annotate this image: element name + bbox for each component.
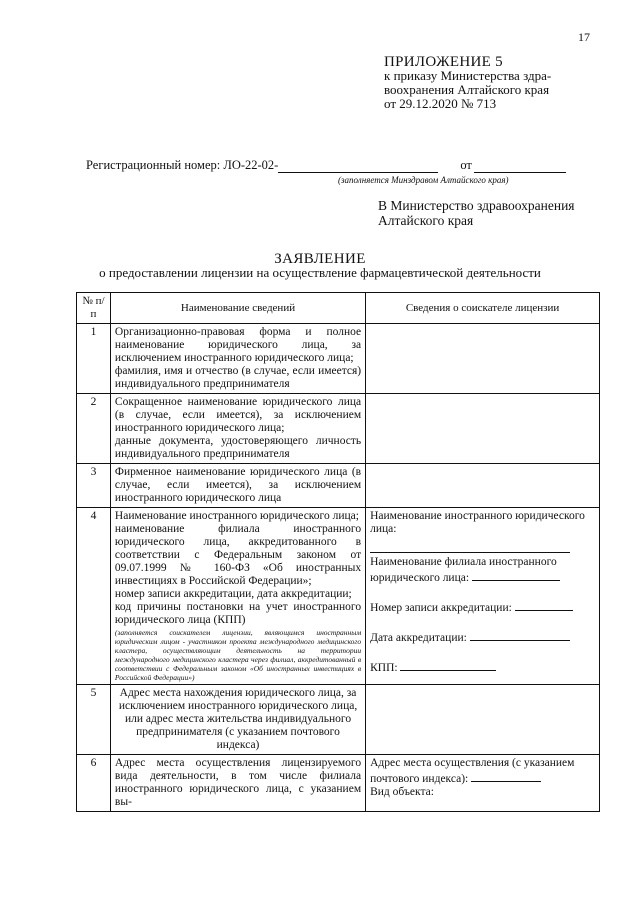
- table-row: [77, 755, 600, 812]
- registration-note: (заполняется Минздравом Алтайского края): [338, 175, 509, 185]
- appendix-line: воохранения Алтайского края: [384, 82, 550, 97]
- appendix-line: к приказу Министерства здра-: [384, 68, 552, 83]
- row-number: 5: [77, 685, 111, 755]
- row-number: 6: [77, 755, 111, 812]
- row-number: 1: [77, 324, 111, 394]
- row-number: 4: [77, 508, 111, 685]
- row-text: Наименование иностранного юридического лица;: [114, 510, 359, 522]
- row-description: [110, 464, 365, 508]
- object-type-label: Вид объекта:: [370, 786, 434, 798]
- addressee-line: В Министерство здравоохранения: [378, 198, 575, 213]
- row-number: 2: [77, 394, 111, 464]
- kpp-label: КПП:: [370, 662, 398, 674]
- activity-address-label: Адрес места осуществления (с указанием почтового индекса):: [370, 757, 575, 785]
- header-num: № п/п: [77, 293, 111, 324]
- appendix-block: [384, 55, 624, 111]
- table-row: [77, 685, 600, 755]
- addressee-block: [378, 198, 618, 228]
- accreditation-number-field[interactable]: [515, 599, 573, 611]
- table-row: [77, 508, 600, 685]
- branch-name-label: Наименование филиала иностранного юридического лица:: [370, 556, 595, 585]
- row-number: 3: [77, 464, 111, 508]
- document-title: ЗАЯВЛЕНИЕ: [274, 251, 366, 267]
- row-answer-cell[interactable]: [366, 685, 600, 755]
- kpp-field[interactable]: [400, 659, 496, 671]
- registration-date-label: от: [460, 158, 472, 172]
- row-answer-cell: [366, 508, 600, 685]
- activity-address-field[interactable]: [471, 770, 541, 782]
- row-note: (заполняется соискателем лицензии, являющимся иностранным юридическим лицом - участником проекта международного медицинского кластера, осуществляющим деятельность на территории международного медицинского кластера через филиал, аккредитованный в соответствии с Федеральным законом «Об иностранных инвестициях в Российской Федерации»): [114, 628, 362, 682]
- row-text: Фирменное наименование юридического лица (в случае, если имеется), за исключением иностранного юридического лица: [114, 466, 362, 504]
- accreditation-number-label: Номер записи аккредитации:: [370, 602, 512, 614]
- row-text: наименование филиала иностранного юридического лица, аккредитованного в соответствии с Федеральным законом от 09.07.1999 № 160-ФЗ «Об иностранных инвестициях в Российской Федерации»;: [114, 523, 362, 587]
- table-row: [77, 464, 600, 508]
- row-text: Адрес места нахождения юридического лица, за исключением иностранного юридического лица, или адрес места жительства индивидуального предпринимателя (с указанием почтового индекса): [118, 687, 358, 751]
- registration-date-field[interactable]: [474, 160, 566, 173]
- row-text: Организационно-правовая форма и полное наименование юридического лица, за исключением иностранного юридического лица;: [114, 326, 362, 364]
- appendix-title: ПРИЛОЖЕНИЕ 5: [384, 54, 503, 70]
- registration-block: [86, 158, 606, 185]
- accreditation-date-field[interactable]: [470, 629, 570, 641]
- table-header-row: [77, 293, 600, 324]
- row-answer-cell[interactable]: [366, 394, 600, 464]
- row-text: фамилия, имя и отчество (в случае, если имеется) индивидуального предпринимателя: [114, 365, 362, 390]
- table-row: [77, 394, 600, 464]
- foreign-name-field[interactable]: [370, 540, 570, 553]
- row-text: Адрес места осуществления лицензируемого вида деятельности, в том числе филиала иностранного юридического лица, с указанием вы-: [114, 757, 362, 808]
- document-subtitle: о предоставлении лицензии на осуществление фармацевтической деятельности: [99, 265, 541, 280]
- row-description: [110, 324, 365, 394]
- row-answer-cell[interactable]: [366, 324, 600, 394]
- branch-name-field[interactable]: [472, 569, 560, 581]
- accreditation-date-label: Дата аккредитации:: [370, 632, 467, 644]
- registration-label: Регистрационный номер: ЛО-22-02-: [86, 158, 279, 172]
- page-number: 17: [578, 30, 590, 44]
- row-description: [110, 685, 365, 755]
- addressee-line: Алтайского края: [378, 213, 474, 228]
- row-text: данные документа, удостоверяющего личность индивидуального предпринимателя: [114, 435, 362, 460]
- row-description: [110, 394, 365, 464]
- header-name: Наименование сведений: [110, 293, 365, 324]
- row-answer-cell[interactable]: [366, 464, 600, 508]
- appendix-line: от 29.12.2020 № 713: [384, 96, 497, 111]
- row-text: номер записи аккредитации, дата аккредитации;: [114, 588, 352, 600]
- header-info: Сведения о соискателе лицензии: [366, 293, 600, 324]
- registration-number-field[interactable]: [278, 160, 438, 173]
- table-row: [77, 324, 600, 394]
- row-answer-cell: [366, 755, 600, 812]
- row-description: [110, 508, 365, 685]
- foreign-name-label: Наименование иностранного юридического лица:: [370, 510, 585, 535]
- row-text: код причины постановки на учет иностранного юридического лица (КПП): [114, 601, 362, 626]
- row-description: [110, 755, 365, 812]
- application-table: [76, 292, 600, 812]
- row-text: Сокращенное наименование юридического лица (в случае, если имеется), за исключением иностранного юридического лица;: [114, 396, 362, 434]
